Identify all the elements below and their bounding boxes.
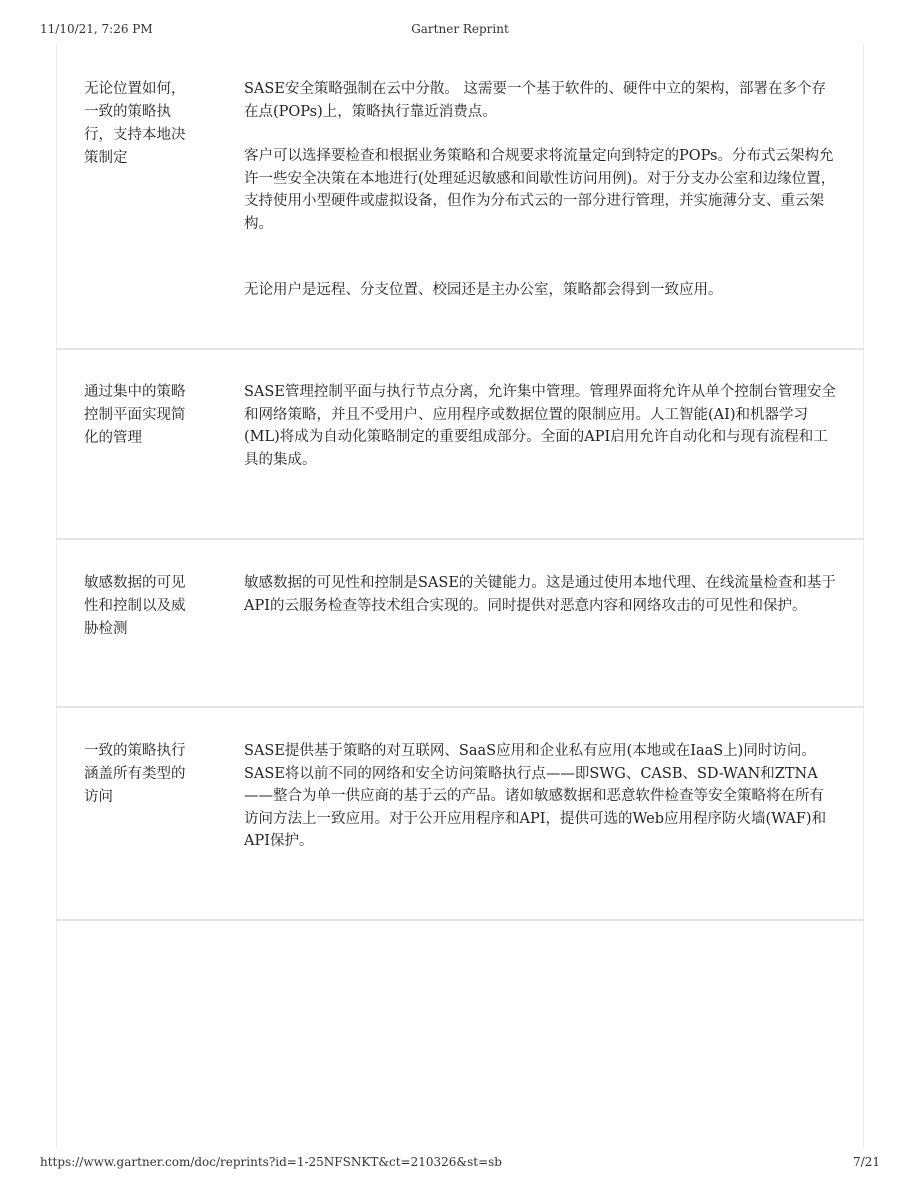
capability-description xyxy=(244,78,838,302)
capability-description xyxy=(244,740,838,853)
capability-label: 无论位置如何，一致的策略执行，支持本地决策制定 xyxy=(84,81,186,166)
table-row xyxy=(56,572,864,706)
row-divider xyxy=(56,348,864,350)
row-divider xyxy=(56,538,864,540)
description-paragraph: 客户可以选择要检查和根据业务策略和合规要求将流量定向到特定的POPs。分布式云架构允许一些安全决策在本地进行(处理延迟敏感和间歇性访问用例)。对于分支办公室和边缘位置，支持使用小型硬件或虚拟设备，但作为分布式云的一部分进行管理，并实施薄分支、重云架构。 xyxy=(244,148,836,232)
description-paragraph: SASE安全策略强制在云中分散。 这需要一个基于软件的、硬件中立的架构，部署在多个存在点(POPs)上，策略执行靠近消费点。 xyxy=(244,81,827,120)
page-number: 7/21 xyxy=(853,1155,880,1169)
row-divider xyxy=(56,706,864,708)
description-paragraph: SASE提供基于策略的对互联网、SaaS应用和企业私有应用(本地或在IaaS上)同时访问。SASE将以前不同的网络和安全访问策略执行点——即SWG、CASB、SD-WAN和ZTNA——整合为单一供应商的基于云的产品。诸如敏感数据和恶意软件检查等安全策略将在所有访问方法上一致应用。对于公开应用程序和API，提供可选的Web应用程序防火墙(WAF)和API保护。 xyxy=(244,743,827,849)
capability-label: 通过集中的策略控制平面实现简化的管理 xyxy=(84,384,186,446)
print-footer xyxy=(0,1155,920,1173)
description-paragraph: 敏感数据的可见性和控制是SASE的关键能力。这是通过使用本地代理、在线流量检查和基于API的云服务检查等技术组合实现的。同时提供对恶意内容和网络攻击的可见性和保护。 xyxy=(244,575,836,614)
print-url: https://www.gartner.com/doc/reprints?id=1-25NFSNKT&ct=210326&st=sb xyxy=(40,1155,502,1169)
capability-label: 一致的策略执行涵盖所有类型的访问 xyxy=(84,743,186,805)
print-title: Gartner Reprint xyxy=(411,22,509,36)
capability-description xyxy=(244,572,838,617)
description-paragraph: SASE管理控制平面与执行节点分离，允许集中管理。管理界面将允许从单个控制台管理安全和网络策略，并且不受用户、应用程序或数据位置的限制应用。人工智能(AI)和机器学习(ML)将成为自动化策略制定的重要组成部分。全面的API启用允许自动化和与现有流程和工具的集成。 xyxy=(244,384,836,468)
table-row xyxy=(56,78,864,348)
print-datetime: 11/10/21, 7:26 PM xyxy=(40,22,153,36)
row-divider xyxy=(56,919,864,921)
capability-label: 敏感数据的可见性和控制以及威胁检测 xyxy=(84,575,186,637)
table-row xyxy=(56,740,864,919)
description-paragraph: 无论用户是远程、分支位置、校园还是主办公室，策略都会得到一致应用。 xyxy=(244,282,723,298)
capability-description xyxy=(244,381,838,471)
print-header xyxy=(0,22,920,40)
table-row xyxy=(56,381,864,538)
